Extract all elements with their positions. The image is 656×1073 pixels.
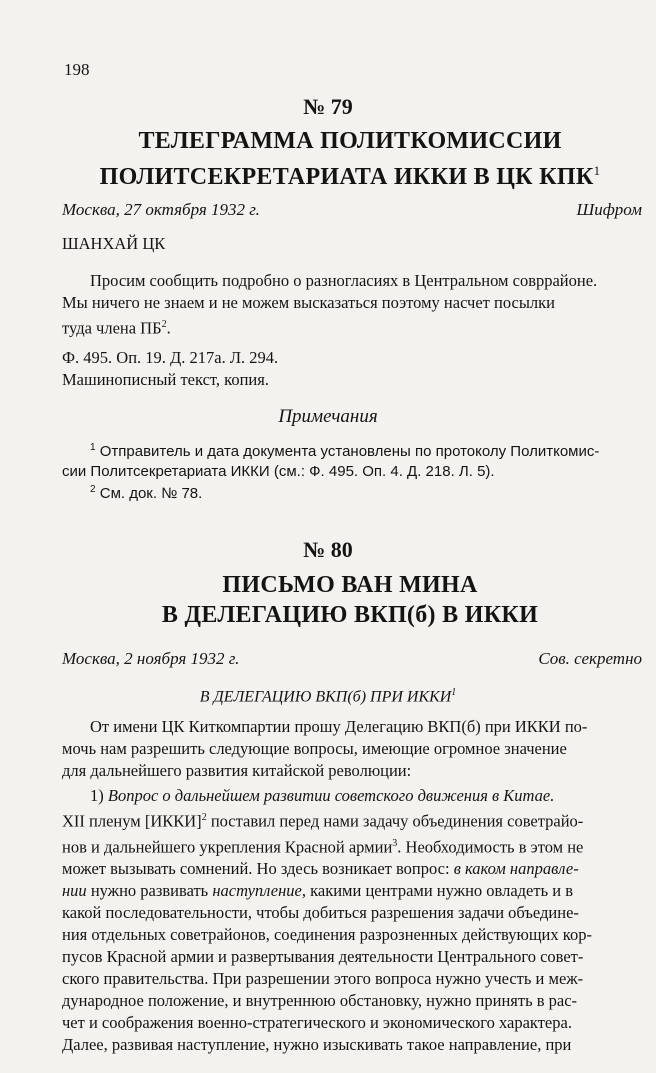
doc79-title — [60, 126, 640, 192]
doc79-place-date: Москва, 27 октября 1932 г. — [62, 200, 260, 219]
doc79-number: № 79 — [303, 94, 353, 119]
doc79-body-line: Мы ничего не знаем и не можем высказаться поэтому насчет посылки — [62, 293, 555, 312]
doc79-title-footnote-ref: 1 — [593, 163, 601, 178]
doc80-paragraph-1: 1) Вопрос о дальнейшем развитии советского движения в Китае. XII пленум [ИККИ]$^2$ поставил перед нами задачу объединения советрайо- нов и дальнейшего укрепления Красной армии$^3$. Необходимость в этом не может вызывать сомнений. Но здесь возникает вопрос: в каком направле- нии нужно развивать наступление, какими центрами нужно овладеть и в какой последовательности, чтобы добиться разрешения задачи объедине- ния отдельных советрайонов, соединения разрозненных действующих кор- пусов Красной армии и развертывания деятельности Центрального совет- ского правительства. При разрешении этого вопроса нужно учесть и меж- дународное положение, и внутреннюю обстановку, нужно принять в рас- чет и соображения военно-стратегического и экономического характера. Далее, развивая наступление, нужно изыскивать такое направление, при — [62, 786, 592, 1054]
doc80-place-date: Москва, 2 ноября 1932 г. — [62, 649, 240, 668]
doc80-number: № 80 — [303, 537, 353, 562]
doc79-notes-title: Примечания — [278, 406, 378, 427]
doc79-source-type: Машинописный текст, копия. — [62, 370, 269, 389]
doc80-classification: Сов. секретно — [538, 649, 642, 668]
doc79-body-footnote-ref: 2 — [161, 319, 167, 330]
doc79-body-line: туда члена ПБ — [62, 318, 162, 338]
doc79-body-line: Просим сообщить подробно о разногласиях в Центральном совррайоне. — [90, 271, 598, 290]
doc79-title-line1: ТЕЛЕГРАММА ПОЛИТКОМИССИИ — [138, 128, 562, 154]
doc79-note-1: $^1$ Отправитель и дата документа установлены по протоколу Политкомис- сии Политсекретариата ИККИ (см.: Ф. 495. Оп. 4. Д. 218. Л. 5). — [62, 442, 600, 480]
page-number: 198 — [64, 60, 90, 79]
doc79-title-line2: ПОЛИТСЕКРЕТАРИАТА ИККИ В ЦК КПК$^1$ — [99, 163, 601, 190]
doc80-addressee-footnote-ref: 1 — [451, 687, 457, 698]
doc80-title-line2: В ДЕЛЕГАЦИЮ ВКП(б) В ИККИ — [161, 602, 539, 628]
doc80-title — [60, 570, 640, 630]
doc79-body: Просим сообщить подробно о разногласиях в Центральном совррайоне. Мы ничего не знаем и не можем высказаться поэтому насчет посылки туда члена $ПБ^2$. — [62, 270, 646, 340]
doc80-addressee: В ДЕЛЕГАЦИЮ ВКП(б) ПРИ ИККИ$^1$ — [199, 687, 457, 706]
doc79-note-2: $^2$ См. док. № 78. — [90, 484, 203, 502]
doc79-classification: Шифром — [576, 200, 642, 219]
doc80-title-line1: ПИСЬМО ВАН МИНА — [222, 572, 478, 598]
doc80-intro: От имени ЦК Киткомпартии прошу Делегацию ВКП(б) при ИККИ по- мочь нам разрешить следующие вопросы, имеющие огромное значение для дальнейшего развития китайской революции: — [62, 717, 588, 780]
doc80-meta-row — [62, 649, 642, 669]
note-number: 1 — [90, 442, 96, 453]
doc79-archive-source: Ф. 495. Оп. 19. Д. 217а. Л. 294. — [62, 348, 279, 367]
doc79-meta-row — [62, 200, 642, 220]
doc79-addressee: ШАНХАЙ ЦК — [62, 234, 166, 253]
note-number: 2 — [90, 484, 96, 495]
